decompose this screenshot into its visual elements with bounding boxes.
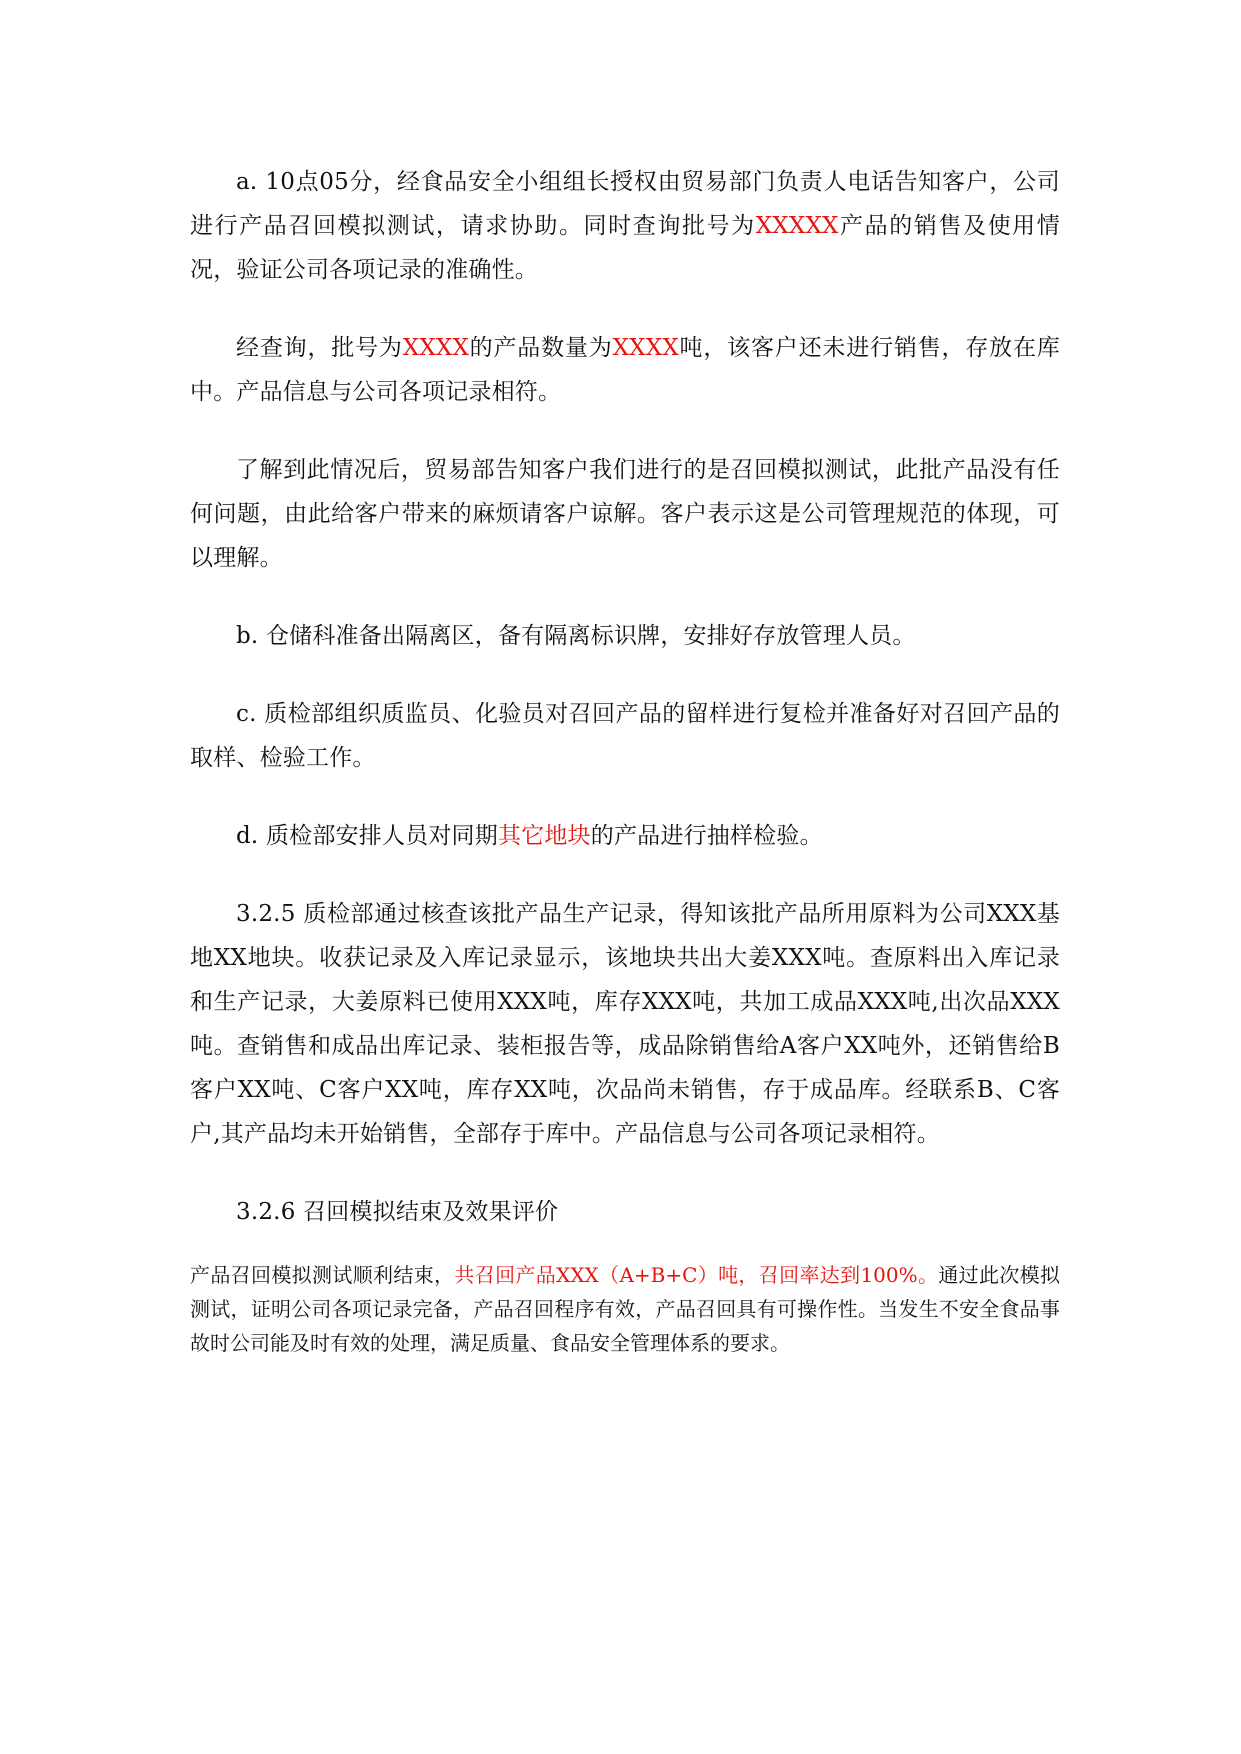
query-text-2: 的产品数量为 [469,335,613,361]
paragraph-b: b. 仓储科准备出隔离区，备有隔离标识牌，安排好存放管理人员。 [236,623,916,649]
paragraph-a [190,160,1060,292]
paragraph-3-2-5: 3.2.5 质检部通过核查该批产品生产记录，得知该批产品所用原料为公司XXX基地XX地块。收获记录及入库记录显示，该地块共出大姜XXX吨。查原料出入库记录和生产记录，大姜原料已使用XXX吨，库存XXX吨，共加工成品XXX吨,出次品XXX吨。查销售和成品出库记录、装柜报告等，成品除销售给A客户XX吨外，还销售给B客户XX吨、C客户XX吨，库存XX吨，次品尚未销售，存于成品库。经联系B、C客户,其产品均未开始销售，全部存于库中。产品信息与公司各项记录相符。 [190,901,1060,1147]
heading-3-2-6: 3.2.6 召回模拟结束及效果评价 [236,1199,559,1225]
paragraph-query-result [190,326,1060,414]
paragraph-d [190,814,1060,858]
paragraph-d-tail: 的产品进行抽样检验。 [590,823,823,849]
paragraph-d-text: d. 质检部安排人员对同期 [236,823,498,849]
batch-number-highlight: XXXX [402,335,470,361]
paragraph-a-tail: 产品的销售及使用情况，验证公司各项记录的准确性。 [190,213,1060,283]
document-page [190,160,1060,1360]
batch-number-highlight: XXXXX [755,213,839,239]
summary-text-1: 产品召回模拟测试顺利结束， [190,1263,455,1287]
paragraph-summary [190,1258,1060,1360]
paragraph-c: c. 质检部组织质监员、化验员对召回产品的留样进行复检并准备好对召回产品的取样、检验工作。 [190,701,1060,771]
query-text-1: 经查询，批号为 [236,335,403,361]
other-plots-highlight: 其它地块 [497,823,591,849]
recall-rate-highlight: 共召回产品XXX（A+B+C）吨，召回率达到100%。 [454,1263,939,1287]
quantity-highlight: XXXX [612,335,679,361]
paragraph-a-text: a. 10点05分，经食品安全小组组长授权由贸易部门负责人电话告知客户，公司进行产品召回模拟测试，请求协助。同时查询批号为 [190,169,1060,239]
summary-text-2: 通过此次模拟测试，证明公司各项记录完备，产品召回程序有效，产品召回具有可操作性。当发生不安全食品事故时公司能及时有效的处理，满足质量、食品安全管理体系的要求。 [190,1263,1060,1355]
paragraph-customer-notice: 了解到此情况后，贸易部告知客户我们进行的是召回模拟测试，此批产品没有任何问题，由此给客户带来的麻烦请客户谅解。客户表示这是公司管理规范的体现，可以理解。 [190,457,1060,571]
query-text-3: 吨，该客户还未进行销售，存放在库中。产品信息与公司各项记录相符。 [190,335,1061,405]
